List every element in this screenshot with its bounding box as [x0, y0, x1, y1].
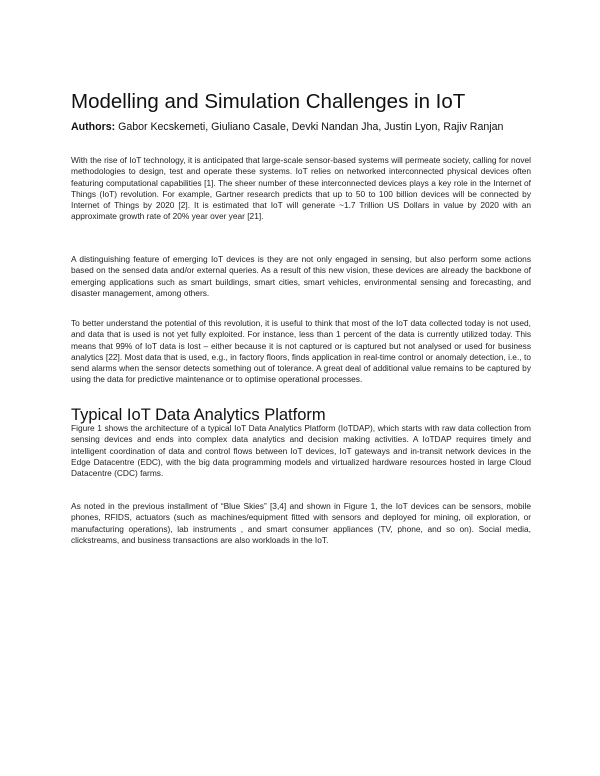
- section-heading: Typical IoT Data Analytics Platform: [71, 406, 326, 424]
- paragraph-intro: With the rise of IoT technology, it is anticipated that large-scale sensor-based systems will permeate society, calling for novel methodologies to design, test and operate these systems. IoT relies on networked interconnected physical devices often featuring computational capabilities [1]. The sheer number of these interconnected devices plays a key role in the Internet of Things (IoT) revolution. For example, Gartner research predicts that up to 50 to 100 billion devices will be connected by Internet of Things by 2020 [2]. It is estimated that IoT will generate ~1.7 Trillion US Dollars in value by 2020 with an approximate growth rate of 20% year over year [21].: [71, 155, 531, 222]
- authors-label: Authors:: [71, 121, 116, 133]
- paragraph-devices: As noted in the previous installment of “Blue Skies” [3,4] and shown in Figure 1, the IoT devices can be sensors, mobile phones, RFIDS, actuators (such as machines/equipment fitted with sensors and deployed for mining, oil exploration, or manufacturing operations), lab instruments , and smart consumer appliances (TV, phone, and so on). Social media, clickstreams, and business transactions are also workloads in the IoT.: [71, 501, 531, 545]
- paragraph-architecture: Figure 1 shows the architecture of a typical IoT Data Analytics Platform (IoTDAP), which starts with raw data collection from sensing devices and ends into complex data analytics and decision making activities. A IoTDAP requires timely and intelligent coordination of data and control flows between IoT devices, IoT gateways and in-transit network devices in the Edge Datacentre (EDC), with the big data programming models and virtualized hardware resources hosted in large Cloud Datacentre (CDC) farms.: [71, 423, 531, 479]
- authors-line: [71, 121, 503, 133]
- paragraph-features: A distinguishing feature of emerging IoT devices is they are not only engaged in sensing, but also perform some actions based on the sensed data and/or external queries. As a result of this new vision, these devices are already the backbone of emerging applications such as smart buildings, smart cities, smart vehicles, environmental sensing and forecasting, and disaster management, among others.: [71, 254, 531, 298]
- page-title: Modelling and Simulation Challenges in IoT: [71, 90, 466, 113]
- paragraph-potential: To better understand the potential of this revolution, it is useful to think that most of the IoT data collected today is not used, and data that is used is not yet fully exploited. For instance, less than 1 percent of the data is currently utilized today. This means that 99% of IoT data is lost – either because it is not captured or is captured but not analysed or used for business analytics [22]. Most data that is used, e.g., in factory floors, finds application in real-time control or anomaly detection, i.e., to send alarms when the sensor detects something out of tolerance. A great deal of additional value remains to be captured by using the data for predictive maintenance or to optimise operational processes.: [71, 318, 531, 385]
- authors-names: Gabor Kecskemeti, Giuliano Casale, Devki Nandan Jha, Justin Lyon, Rajiv Ranjan: [115, 121, 504, 133]
